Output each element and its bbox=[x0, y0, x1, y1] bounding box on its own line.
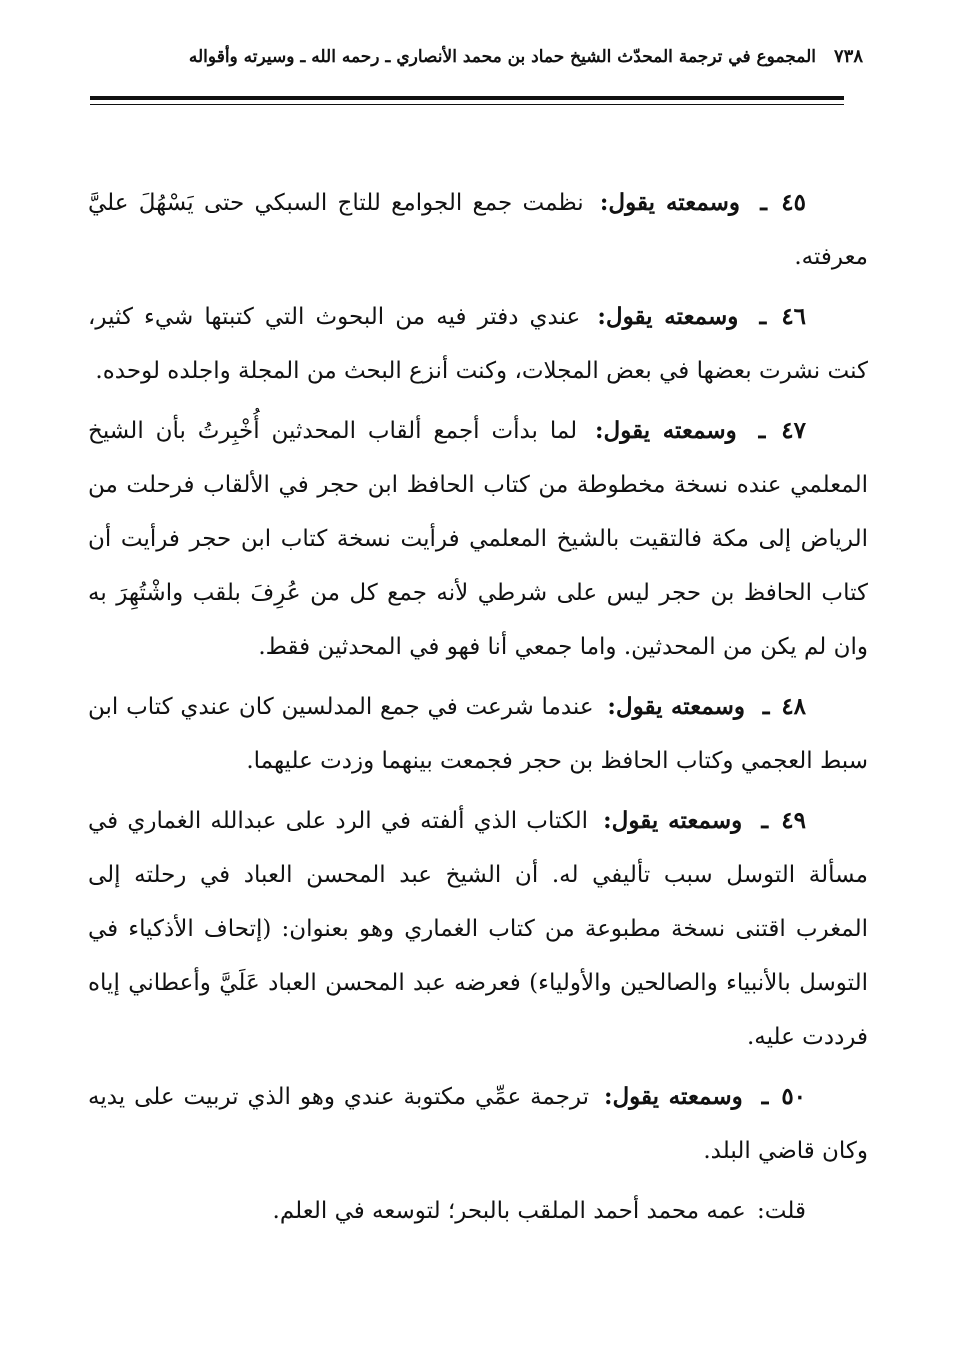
entry-lead: وسمعته يقول: bbox=[595, 417, 737, 444]
page-body bbox=[88, 176, 868, 1238]
header-rule-thin bbox=[90, 104, 844, 105]
entry-47 bbox=[88, 404, 868, 674]
note-text: عمه محمد أحمد الملقب بالبحر؛ لتوسعه في العلم. bbox=[272, 1198, 746, 1224]
entry-number: ٤٧ bbox=[781, 417, 806, 444]
entry-number: ٤٩ bbox=[781, 807, 807, 834]
entry-lead: وسمعته يقول: bbox=[603, 1083, 743, 1110]
entry-45 bbox=[88, 176, 868, 284]
note-lead: قلت: bbox=[757, 1198, 806, 1224]
entry-dash: ـ bbox=[758, 417, 766, 444]
page-number: ٧٣٨ bbox=[833, 46, 863, 67]
entry-lead: وسمعته يقول: bbox=[597, 303, 739, 330]
entry-dash: ـ bbox=[759, 303, 767, 330]
entry-49 bbox=[88, 794, 868, 1064]
entry-dash: ـ bbox=[760, 189, 768, 216]
entry-lead: وسمعته يقول: bbox=[607, 693, 746, 720]
entry-46 bbox=[88, 290, 868, 398]
entry-number: ٤٨ bbox=[781, 693, 807, 720]
entry-text: عندما شرعت في جمع المدلسين كان عندي كتاب ابن سبط العجمي وكتاب الحافظ بن حجر فجمعت بينهما وزدت عليهما. bbox=[88, 694, 868, 774]
entry-50 bbox=[88, 1070, 868, 1178]
entry-text: عندي دفتر فيه من البحوث التي كتبتها شيء كثير، كنت نشرت بعضها في بعض المجلات، وكنت أنزع البحث من المجلة واجلده لوحده. bbox=[88, 304, 868, 384]
entry-lead: وسمعته يقول: bbox=[599, 189, 741, 216]
entry-number: ٤٦ bbox=[781, 303, 807, 330]
entry-dash: ـ bbox=[761, 1083, 769, 1110]
entry-number: ٥٠ bbox=[781, 1083, 807, 1110]
entry-text: ترجمة عمِّي مكتوبة عندي وهو الذي تربيت على يديه وكان قاضي البلد. bbox=[88, 1084, 868, 1164]
entry-text: نظمت جمع الجوامع للتاج السبكي حتى يَسْهُلَ عليَّ معرفته. bbox=[88, 190, 868, 270]
entry-text: لما بدأت أجمع ألقاب المحدثين أُخْبِرتُ بأن الشيخ المعلمي عنده نسخة مخطوطة من كتاب الحافظ ابن حجر في الألقاب فرحلت من الرياض إلى مكة فالتقيت بالشيخ المعلمي فرأيت نسخة كتاب ابن حجر فرأيت أن كتاب الحافظ بن حجر ليس على شرطي لأنه جمع كل من عُرِفَ بلقب واشْتُهِرَ به وان لم يكن من المحدثين. واما جمعي أنا فهو في المحدثين فقط. bbox=[88, 418, 868, 660]
entry-dash: ـ bbox=[762, 693, 770, 720]
running-header bbox=[150, 46, 863, 80]
header-rule-thick bbox=[90, 96, 844, 100]
running-header-title: المجموع في ترجمة المحدّث الشيخ حماد بن محمد الأنصاري ـ رحمه الله ـ وسيرته وأقواله bbox=[188, 47, 816, 67]
entry-48 bbox=[88, 680, 868, 788]
entry-lead: وسمعته يقول: bbox=[603, 807, 743, 834]
entry-dash: ـ bbox=[761, 807, 769, 834]
entry-text: الكتاب الذي ألفته في الرد على عبدالله الغماري في مسألة التوسل سبب تأليفي له. أن الشيخ عبد المحسن العباد في رحلته إلى المغرب اقتنى نسخة مطبوعة من كتاب الغماري وهو بعنوان: (إتحاف الأذكياء في التوسل بالأنبياء والصالحين والأولياء) فعرضه عبد المحسن العباد عَلَيَّ وأعطاني إياه فرددت عليه. bbox=[88, 808, 868, 1050]
entry-number: ٤٥ bbox=[781, 189, 806, 216]
editor-note bbox=[88, 1184, 868, 1238]
